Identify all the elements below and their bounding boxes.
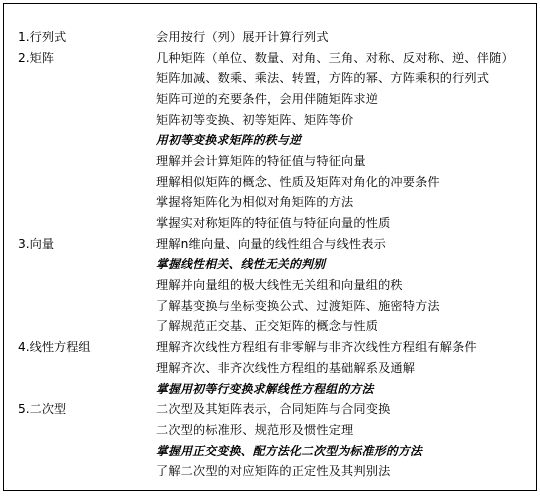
table-row <box>18 460 533 481</box>
requirement-text: 理解齐次线性方程组有非零解与非齐次线性方程组有解条件 <box>156 340 477 355</box>
syllabus-box <box>3 3 537 491</box>
requirement-text: 了解规范正交基、正交矩阵的概念与性质 <box>156 319 379 334</box>
requirement-text: 矩阵可逆的充要条件，会用伴随矩阵求逆 <box>156 91 379 106</box>
table-row <box>18 88 533 109</box>
table-row <box>18 192 533 213</box>
requirement-text: 二次型及其矩阵表示，合同矩阵与合同变换 <box>156 402 391 417</box>
topic-label: 4.线性方程组 <box>18 340 91 355</box>
requirement-text: 几种矩阵（单位、数量、对角、三角、对称、反对称、逆、伴随） <box>156 50 514 65</box>
requirement-text: 会用按行（列）展开计算行列式 <box>156 29 329 44</box>
table-row <box>18 212 533 233</box>
requirement-text: 理解相似矩阵的概念、性质及矩阵对角化的冲要条件 <box>156 174 440 189</box>
table-row <box>18 316 533 337</box>
topic-label: 5.二次型 <box>18 402 67 417</box>
table-row <box>18 336 533 357</box>
key-requirement-text: 掌握线性相关、线性无关的判别 <box>156 257 326 272</box>
requirement-text: 理解齐次、非齐次线性方程组的基础解系及通解 <box>156 360 416 375</box>
table-row <box>18 233 533 254</box>
key-requirement-text: 用初等变换求矩阵的秩与逆 <box>156 133 302 148</box>
table-row <box>18 378 533 399</box>
requirement-text: 矩阵初等变换、初等矩阵、矩阵等价 <box>156 112 354 127</box>
table-row <box>18 398 533 419</box>
requirement-text: 矩阵加减、数乘、乘法、转置，方阵的幂、方阵乘积的行列式 <box>156 71 490 86</box>
key-requirement-text: 掌握用正交变换、配方法化二次型为标准形的方法 <box>156 443 423 458</box>
requirement-text: 掌握实对称矩阵的特征值与特征向量的性质 <box>156 216 391 231</box>
requirement-text: 理解n维向量、向量的线性组合与线性表示 <box>156 236 386 251</box>
topic-label: 1.行列式 <box>18 29 67 44</box>
topic-label: 3.向量 <box>18 236 55 251</box>
table-row <box>18 109 533 130</box>
table-row <box>18 254 533 275</box>
table-row <box>18 129 533 150</box>
key-requirement-text: 掌握用初等行变换求解线性方程组的方法 <box>156 381 374 396</box>
syllabus-table <box>18 26 533 481</box>
table-row <box>18 67 533 88</box>
requirement-text: 了解二次型的对应矩阵的正定性及其判别法 <box>156 464 391 479</box>
table-row <box>18 419 533 440</box>
requirement-text: 理解并向量组的极大线性无关组和向量组的秩 <box>156 278 403 293</box>
table-row <box>18 26 533 47</box>
requirement-text: 理解并会计算矩阵的特征值与特征向量 <box>156 153 366 168</box>
table-row <box>18 295 533 316</box>
requirement-text: 掌握将矩阵化为相似对角矩阵的方法 <box>156 195 354 210</box>
table-row <box>18 47 533 68</box>
table-row <box>18 274 533 295</box>
table-row <box>18 150 533 171</box>
requirement-text: 了解基变换与坐标变换公式、过渡矩阵、施密特方法 <box>156 298 440 313</box>
table-row <box>18 357 533 378</box>
table-row <box>18 171 533 192</box>
topic-label: 2.矩阵 <box>18 50 55 65</box>
table-row <box>18 440 533 461</box>
requirement-text: 二次型的标准形、规范形及惯性定理 <box>156 422 354 437</box>
